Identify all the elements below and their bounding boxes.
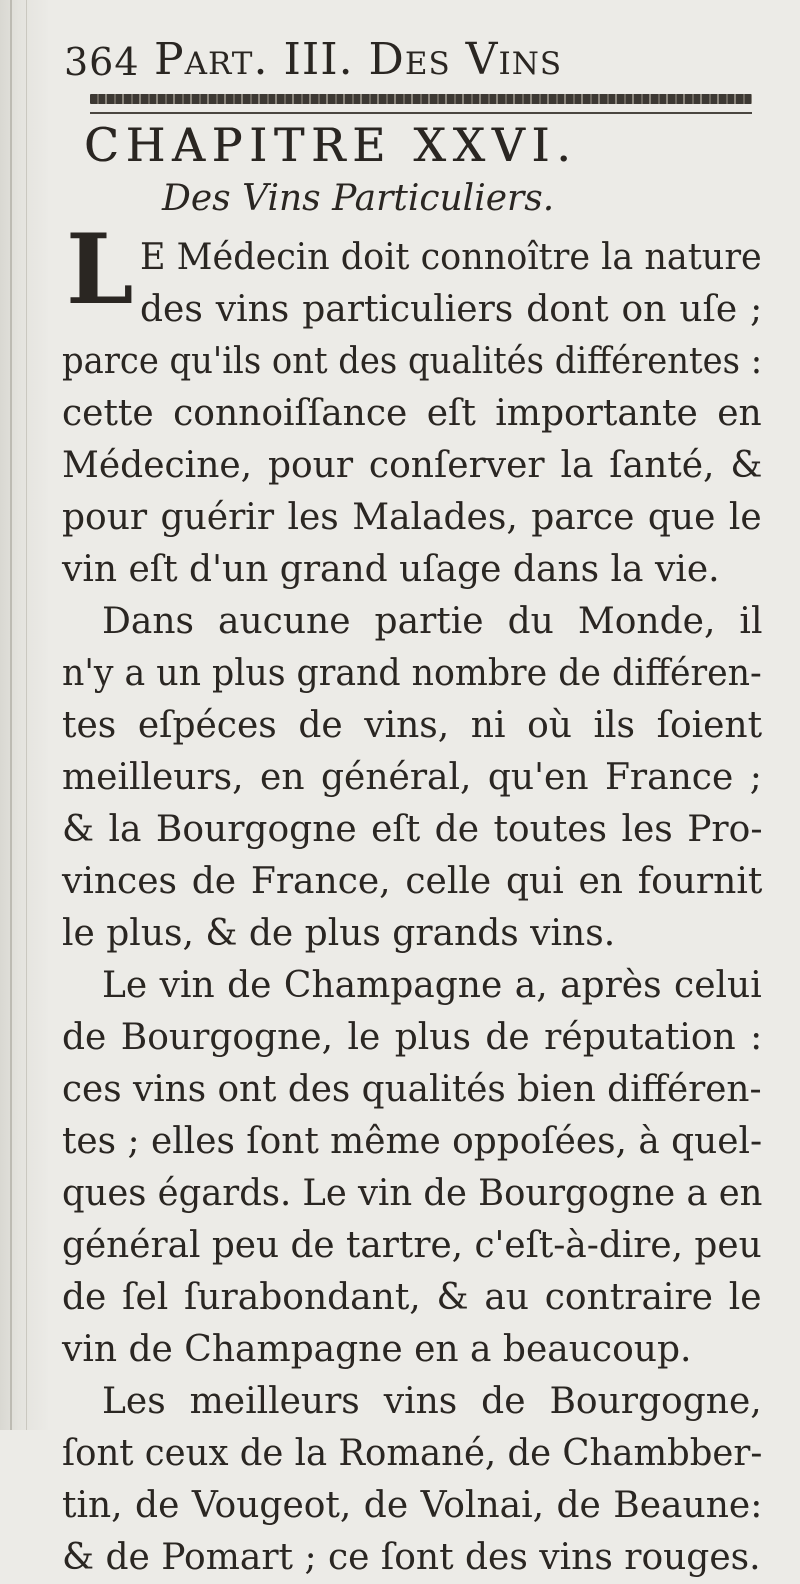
text-line: parce qu'ils ont des qualités différentes : (62, 341, 763, 382)
text-line: des vins particuliers dont on uſe ; (140, 289, 763, 330)
text-line: Dans aucune partie du Monde, il (102, 601, 763, 642)
text-line: cette connoiſſance eſt importante en (62, 393, 762, 434)
text-line: pour guérir les Malades, parce que le (62, 497, 762, 538)
text-line: vin de Champagne en a beaucoup. (62, 1329, 692, 1370)
text-line: & la Bourgogne eſt de toutes les Pro- (62, 809, 763, 850)
text-line: vin eſt d'un grand uſage dans la vie. (62, 549, 720, 590)
text-line: le plus, & de plus grands vins. (62, 913, 616, 954)
page-number: 364 (64, 40, 140, 84)
drop-cap: L (66, 213, 134, 326)
text-line: tes eſpéces de vins, ni où ils ſoient (62, 705, 763, 746)
text-line: meilleurs, en général, qu'en France ; (62, 757, 762, 798)
chapter-title: CHAPITRE XXVI. (84, 118, 578, 172)
text-line: ques égards. Le vin de Bourgogne a en (62, 1173, 763, 1214)
text-line: & de Pomart ; ce ſont des vins rouges. (62, 1537, 761, 1578)
text-line: Le vin de Champagne a, après celui (102, 965, 762, 1006)
text-line: de Bourgogne, le plus de réputation : (62, 1017, 763, 1058)
text-line: ces vins ont des qualités bien différen- (62, 1069, 762, 1110)
divider-rule (90, 112, 752, 114)
running-title: Part. III. Des Vins (154, 34, 563, 85)
text-line: ſont ceux de la Romané, de Chambber- (62, 1433, 763, 1474)
page-gutter (0, 0, 48, 1430)
text-line: vinces de France, celle qui en fournit (62, 861, 763, 902)
ornament-rule (90, 94, 752, 104)
text-line: Les meilleurs vins de Bourgogne, (102, 1381, 762, 1422)
text-line: général peu de tartre, c'eſt-à-dire, peu (62, 1225, 762, 1266)
text-line: E Médecin doit connoître la nature (140, 237, 762, 278)
chapter-subtitle: Des Vins Particuliers. (162, 178, 555, 219)
text-line: Médecine, pour conſerver la ſanté, & (62, 445, 763, 486)
text-line: tes ; elles ſont même oppoſées, à quel- (62, 1121, 763, 1162)
running-header (62, 30, 762, 85)
text-line: tin, de Vougeot, de Volnai, de Beaune: (62, 1485, 763, 1526)
text-line: de ſel ſurabondant, & au contraire le (62, 1277, 762, 1318)
text-line: n'y a un plus grand nombre de différen- (62, 653, 762, 694)
